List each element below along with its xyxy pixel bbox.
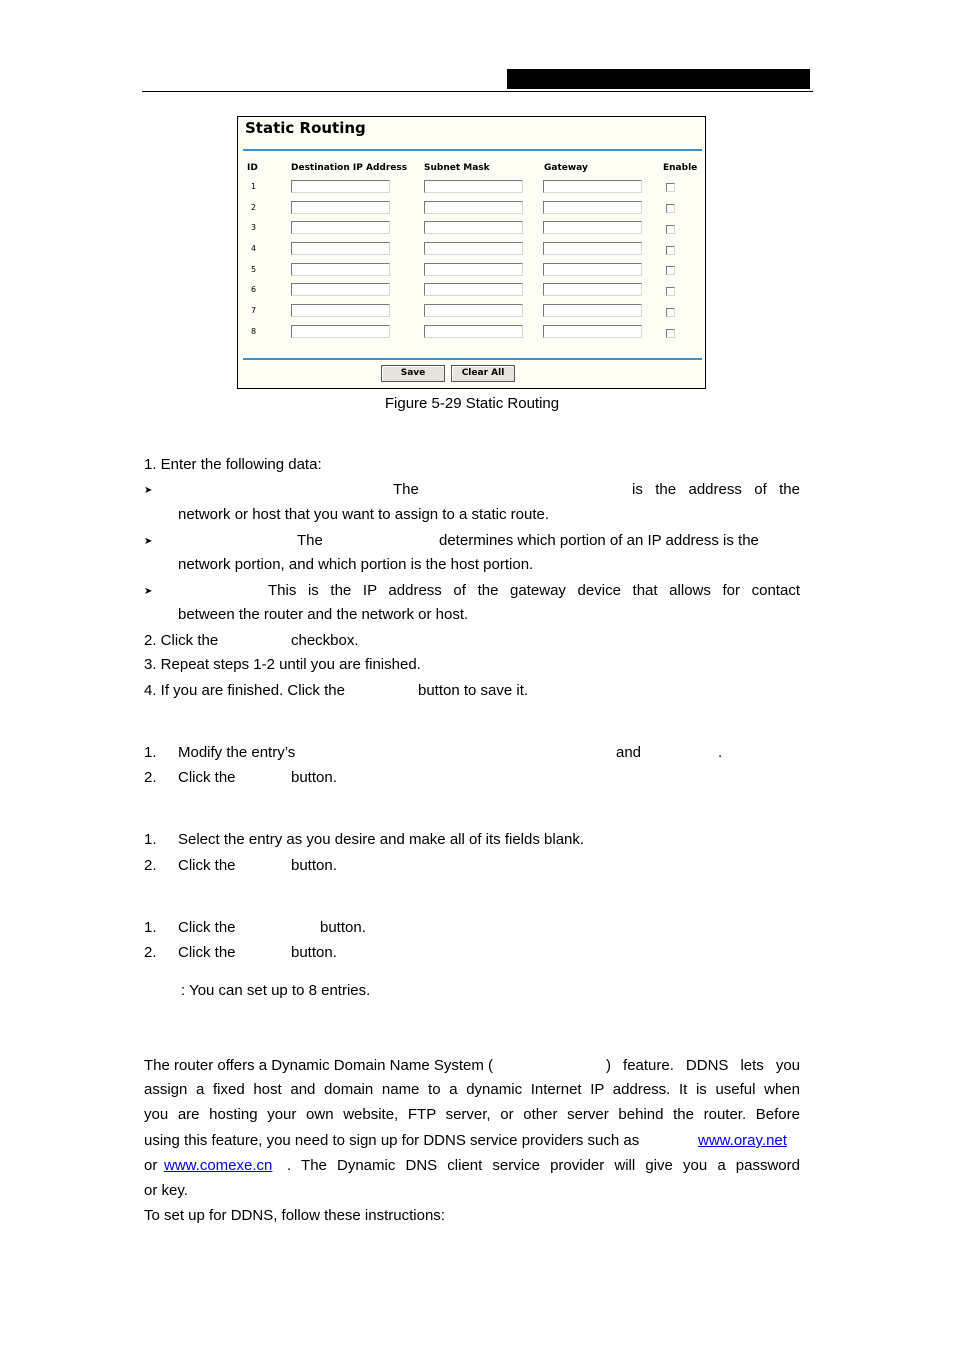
gateway-input[interactable] [543, 201, 642, 214]
clear-line-1-start: Click the [178, 919, 236, 936]
destination-ip-input[interactable] [291, 221, 390, 234]
clear-num-1: 1. [144, 919, 157, 936]
modify-line-1: Modify the entry’s [178, 744, 296, 761]
column-header-gateway: Gateway [544, 163, 588, 173]
enable-checkbox[interactable] [666, 183, 675, 192]
delete-line-2-end: button. [291, 857, 337, 874]
destination-ip-input[interactable] [291, 283, 390, 296]
column-header-destination: Destination IP Address [291, 163, 408, 173]
enable-checkbox[interactable] [666, 287, 675, 296]
save-button[interactable]: Save [381, 365, 445, 382]
ddns-line-5-or: or [144, 1157, 158, 1174]
ddns-line-1-end: ) feature. DDNS lets you [606, 1057, 800, 1074]
bullet-2-tail: determines which portion of an IP address is the [439, 532, 759, 549]
figure-caption: Figure 5-29 Static Routing [384, 395, 560, 412]
gateway-input[interactable] [543, 242, 642, 255]
ddns-line-7: To set up for DDNS, follow these instructions: [144, 1207, 445, 1224]
row-id: 3 [251, 223, 257, 232]
subnet-mask-input[interactable] [424, 304, 523, 317]
clear-line-2-start: Click the [178, 944, 236, 961]
row-id: 8 [251, 327, 257, 336]
column-header-subnet: Subnet Mask [424, 163, 490, 173]
step-2-start: 2. Click the [144, 632, 219, 649]
ddns-line-1-start: The router offers a Dynamic Domain Name System ( [144, 1057, 494, 1074]
enable-checkbox[interactable] [666, 266, 675, 275]
step-2-end: checkbox. [291, 632, 359, 649]
enable-checkbox[interactable] [666, 225, 675, 234]
clear-num-2: 2. [144, 944, 157, 961]
gateway-input[interactable] [543, 283, 642, 296]
bullet-2-line-2: network portion, and which portion is the host portion. [178, 556, 534, 573]
ddns-line-3: you are hosting your own website, FTP server, or other server behind the router. Before [144, 1106, 800, 1123]
gateway-input[interactable] [543, 263, 642, 276]
row-id: 6 [251, 285, 257, 294]
bullet-arrow-icon: ➤ [144, 485, 153, 496]
row-id: 2 [251, 203, 257, 212]
subnet-mask-input[interactable] [424, 221, 523, 234]
clear-all-button[interactable]: Clear All [451, 365, 515, 382]
bullet-1-tail: is the address of the [632, 481, 800, 498]
column-header-id: ID [247, 163, 258, 173]
ddns-line-5-end: . The Dynamic DNS client service provider will give you a password [287, 1157, 800, 1174]
bullet-2-the: The [297, 532, 323, 549]
ddns-line-4: using this feature, you need to sign up for DDNS service providers such as [144, 1132, 640, 1149]
gateway-input[interactable] [543, 221, 642, 234]
modify-period: . [718, 744, 723, 761]
bullet-3-line-2: between the router and the network or host. [178, 606, 469, 623]
step-4-end: button to save it. [418, 682, 529, 699]
row-id: 5 [251, 265, 257, 274]
modify-and: and [616, 744, 642, 761]
panel-bottom-rule [243, 358, 702, 360]
step-4-start: 4. If you are finished. Click the [144, 682, 345, 699]
modify-num-1: 1. [144, 744, 157, 761]
panel-top-rule [243, 149, 702, 151]
destination-ip-input[interactable] [291, 180, 390, 193]
static-routing-panel [237, 116, 706, 389]
clear-line-2-end: button. [291, 944, 337, 961]
header-rule [142, 91, 813, 92]
ddns-line-2: assign a fixed host and domain name to a dynamic Internet IP address. It is useful when [144, 1081, 800, 1098]
delete-line-1: Select the entry as you desire and make all of its fields blank. [178, 831, 585, 848]
bullet-arrow-icon: ➤ [144, 536, 153, 547]
gateway-input[interactable] [543, 180, 642, 193]
row-id: 4 [251, 244, 257, 253]
destination-ip-input[interactable] [291, 325, 390, 338]
enable-checkbox[interactable] [666, 329, 675, 338]
delete-num-2: 2. [144, 857, 157, 874]
step-1: 1. Enter the following data: [144, 456, 322, 473]
subnet-mask-input[interactable] [424, 263, 523, 276]
bullet-arrow-icon: ➤ [144, 586, 153, 597]
destination-ip-input[interactable] [291, 263, 390, 276]
step-3: 3. Repeat steps 1-2 until you are finished. [144, 656, 421, 673]
row-id: 7 [251, 306, 257, 315]
enable-checkbox[interactable] [666, 204, 675, 213]
subnet-mask-input[interactable] [424, 325, 523, 338]
bullet-3-line-1: This is the IP address of the gateway device that allows for contact [268, 582, 800, 599]
header-black-bar [507, 69, 810, 89]
panel-title: Static Routing [245, 119, 366, 137]
subnet-mask-input[interactable] [424, 201, 523, 214]
modify-line-2-end: button. [291, 769, 337, 786]
note: : You can set up to 8 entries. [181, 982, 371, 999]
gateway-input[interactable] [543, 325, 642, 338]
destination-ip-input[interactable] [291, 201, 390, 214]
clear-line-1-end: button. [320, 919, 366, 936]
bullet-1-the: The [393, 481, 419, 498]
row-id: 1 [251, 182, 257, 191]
delete-line-2-start: Click the [178, 857, 236, 874]
enable-checkbox[interactable] [666, 308, 675, 317]
ddns-line-6: or key. [144, 1182, 188, 1199]
subnet-mask-input[interactable] [424, 283, 523, 296]
destination-ip-input[interactable] [291, 304, 390, 317]
modify-num-2: 2. [144, 769, 157, 786]
modify-line-2-start: Click the [178, 769, 236, 786]
oray-link[interactable]: www.oray.net [698, 1132, 787, 1149]
subnet-mask-input[interactable] [424, 242, 523, 255]
delete-num-1: 1. [144, 831, 157, 848]
enable-checkbox[interactable] [666, 246, 675, 255]
comexe-link[interactable]: www.comexe.cn [164, 1157, 273, 1174]
destination-ip-input[interactable] [291, 242, 390, 255]
subnet-mask-input[interactable] [424, 180, 523, 193]
gateway-input[interactable] [543, 304, 642, 317]
bullet-1-line-2: network or host that you want to assign to a static route. [178, 506, 550, 523]
column-header-enable: Enable [663, 163, 698, 173]
